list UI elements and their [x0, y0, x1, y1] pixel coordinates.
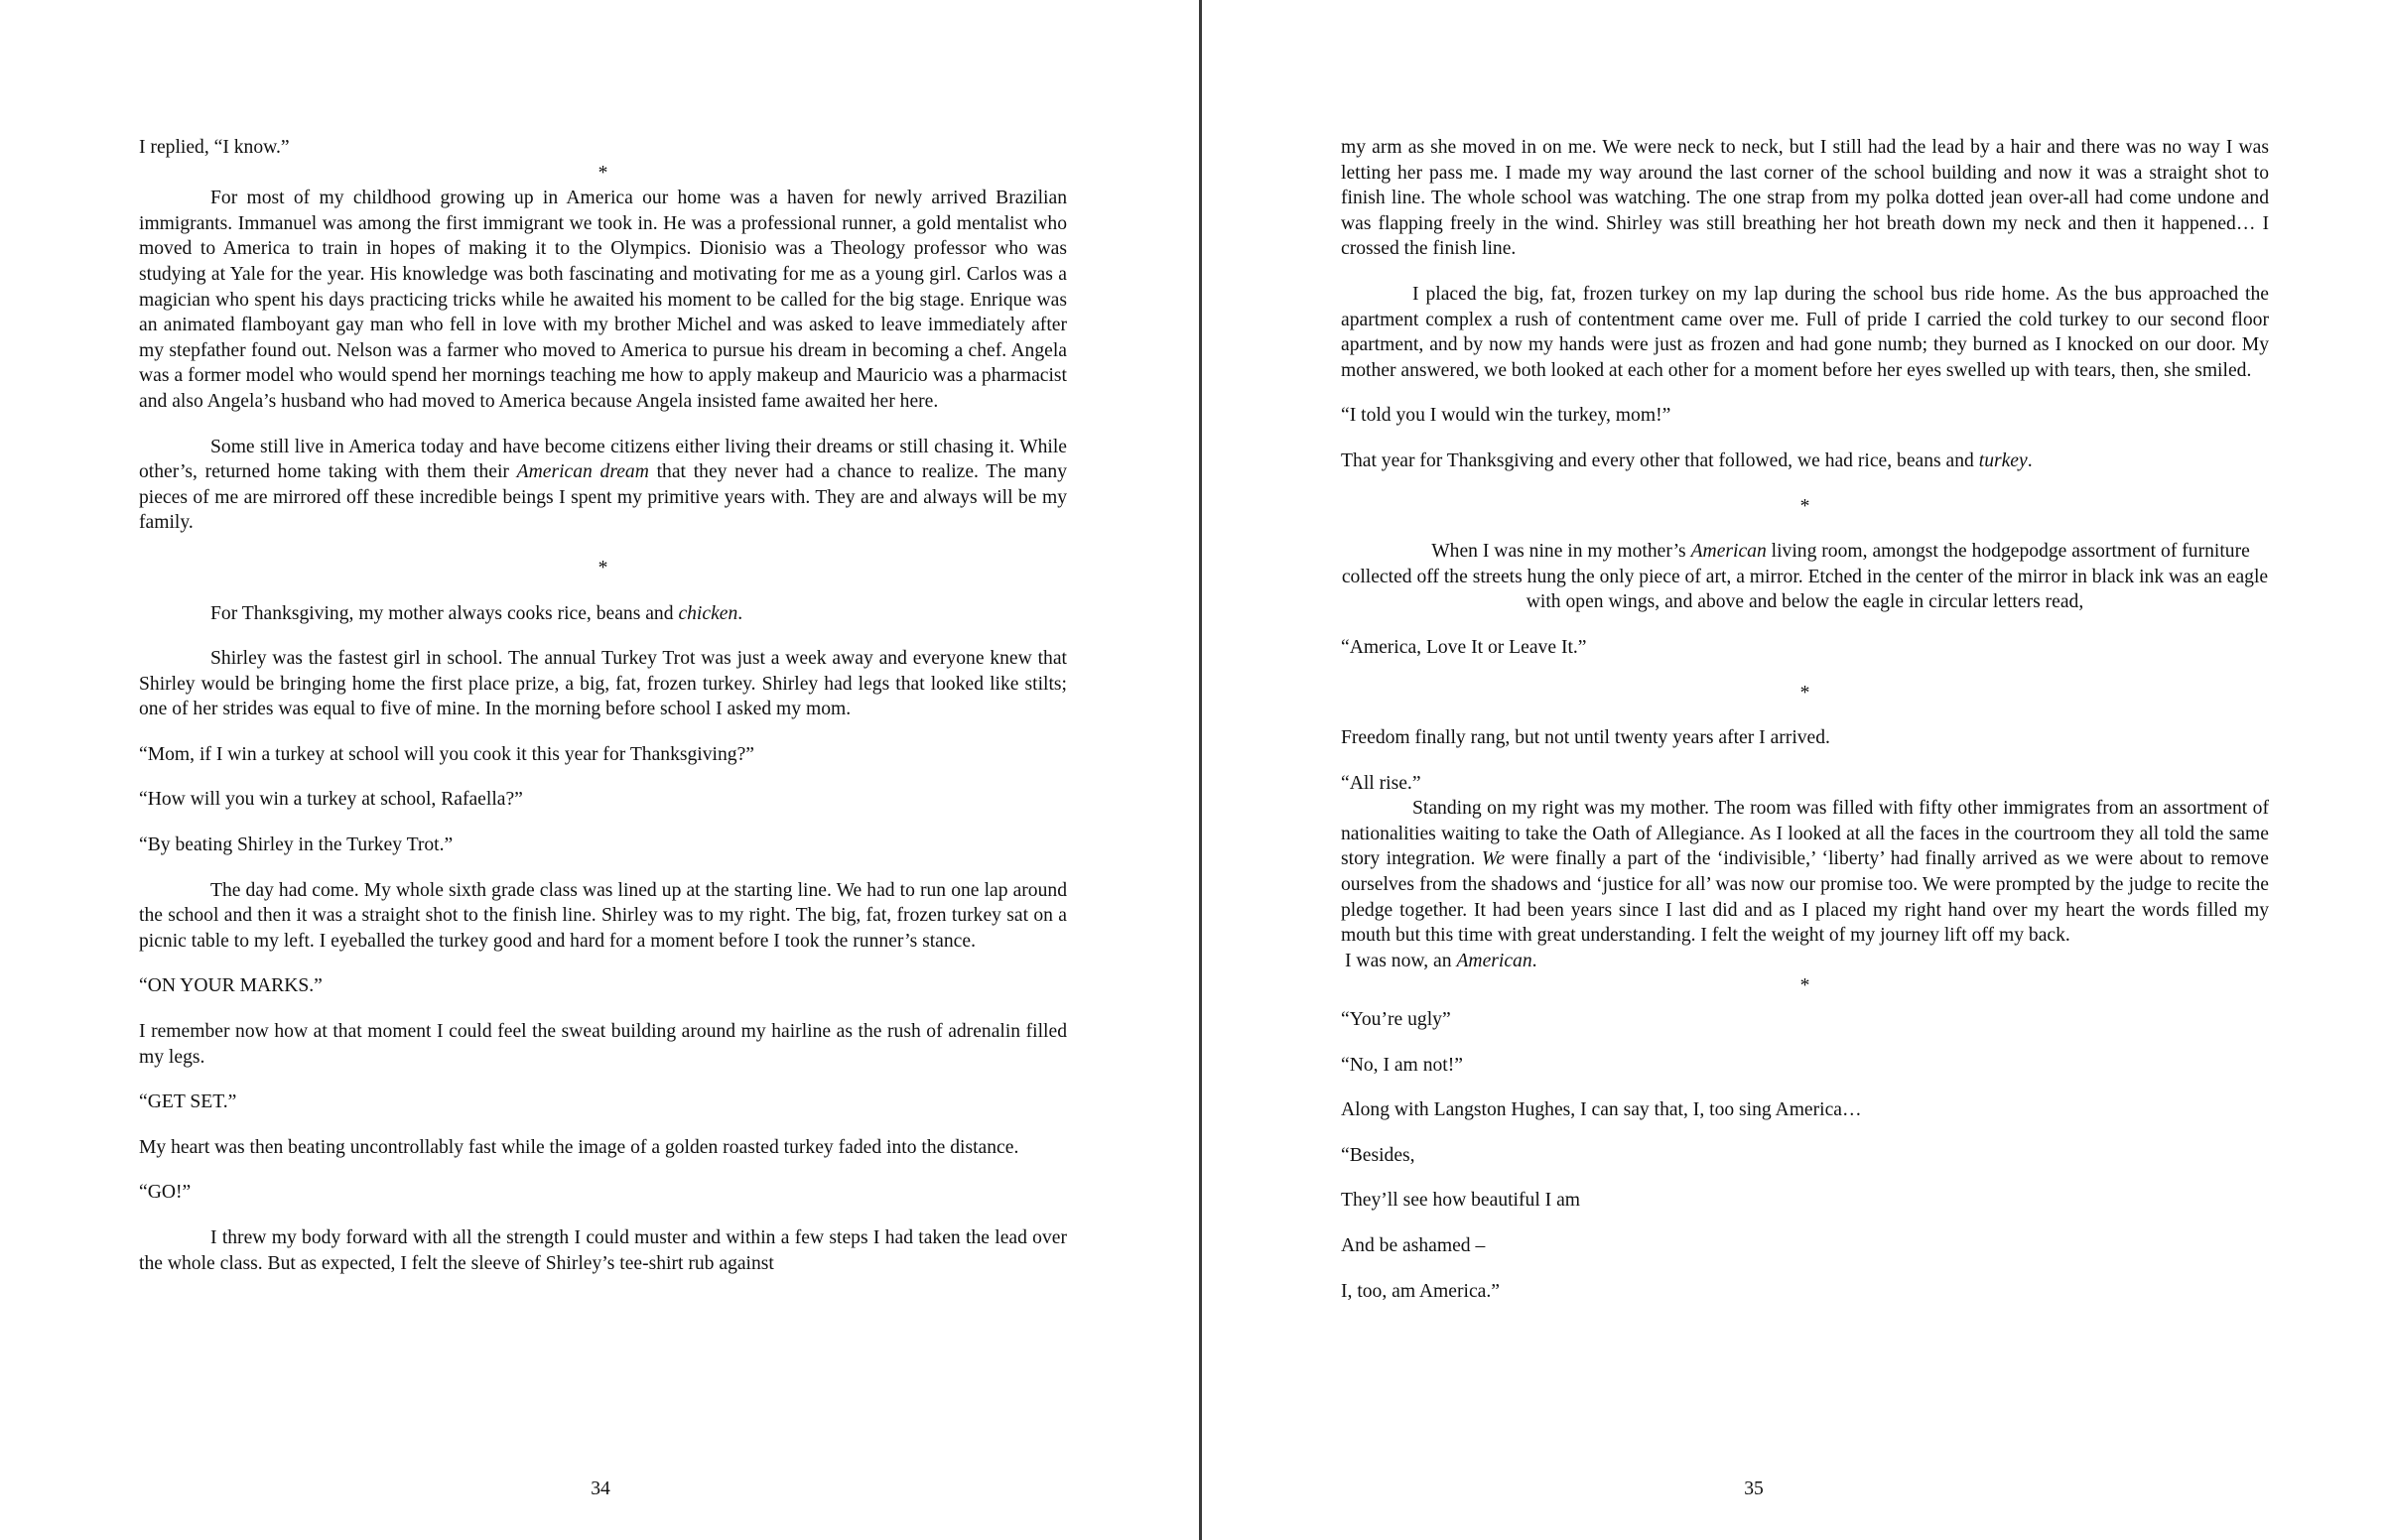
centered-paragraph: When I was nine in my mother’s American living room, amongst the hodgepodge assortment of furniture collected off the streets hung the only piece of art, a mirror. Etched in the center of the mirror in black ink was an eagle with open wings, and above and below the eagle in circular letters read, [1341, 541, 2269, 613]
paragraph: For most of my childhood growing up in America our home was a haven for newly arrived Brazilian immigrants. Immanuel was among the first immigrant we took in. He was a professional runner, a gold mentalist who moved to America to train in hopes of making it to the Olympics. Dionisio was a Theology professor who was studying at Yale for the year. His knowledge was both fascinating and motivating for me as a young girl. Carlos was a magician who spent his days practicing tricks while he awaited his moment to be called for the big stage. Enrique was an animated flamboyant gay man who fell in love with my brother Michel and was asked to leave immediately after my stepfather found out. Nelson was a farmer who moved to America to pursue his dream in becoming a chef. Angela was a former model who would spend her mornings teaching me how to apply makeup and Mauricio was a pharmacist and also Angela’s husband who had moved to America because Angela insisted fame awaited her here. [139, 188, 1067, 412]
paragraph: I was now, an American. [1345, 950, 1537, 971]
page-number: 34 [591, 1478, 610, 1499]
paragraph: Some still live in America today and have become citizens either living their dreams or still chasing it. While other’s, returned home taking with them their American dream that they never had a chance to realize. The many pieces of me are mirrored off these incredible beings I spent my primitive years with. They are and always will be my family. [139, 436, 1067, 534]
paragraph: Standing on my right was my mother. The room was filled with fifty other immigrates from an assortment of nationalities waiting to take the Oath of Allegiance. As I looked at all the faces in the courtroom they all told the same story integration. We were finally a part of the ‘indivisible,’ ‘liberty’ had finally arrived as we were about to remove ourselves from the shadows and ‘justice for all’ was now our promise too. We were prompted by the judge to recite the pledge together. It had been years since I last did and as I placed my right hand over my heart the words filled my mouth but this time with great understanding. I felt the weight of my journey lift off my back. [1341, 798, 2269, 947]
paragraph: I replied, “I know.” [139, 137, 290, 158]
paragraph: Along with Langston Hughes, I can say that, I, too sing America… [1341, 1099, 1862, 1121]
dialogue: “How will you win a turkey at school, Rafaella?” [139, 789, 523, 811]
dialogue: “GO!” [139, 1182, 192, 1204]
poem-line: And be ashamed – [1341, 1235, 1486, 1256]
dialogue: “GET SET.” [139, 1091, 237, 1113]
italic-text: American [1690, 541, 1767, 563]
right-page-text [1341, 135, 2269, 1324]
right-page [1203, 0, 2390, 1540]
dialogue: “You’re ugly” [1341, 1009, 1451, 1031]
paragraph: My heart was then beating uncontrollably fast while the image of a golden roasted turkey faded into the distance. [139, 1136, 1019, 1158]
page-number: 35 [1744, 1478, 1764, 1499]
poem-line: They’ll see how beautiful I am [1341, 1190, 1581, 1212]
section-separator: * [1799, 495, 1810, 517]
section-separator: * [1799, 975, 1810, 997]
paragraph: The day had come. My whole sixth grade class was lined up at the starting line. We had to run one lap around the school and then it was a straight shot to the finish line. Shirley was to my right. The big, fat, frozen turkey sat on a picnic table to my left. I eyeballed the turkey good and hard for a moment before I took the runner’s stance. [139, 879, 1067, 952]
dialogue: “I told you I would win the turkey, mom!” [1341, 405, 1671, 427]
italic-text: American dream [516, 461, 649, 483]
paragraph: I placed the big, fat, frozen turkey on my lap during the school bus ride home. As the bus approached the apartment complex a rush of contentment came over me. Full of pride I carried the cold turkey to our second floor apartment, and by now my hands were just as frozen and had gone numb; they burned as I knocked on our door. My mother answered, we both looked at each other for a moment before her eyes swelled up with tears, then, she smiled. [1341, 283, 2269, 381]
italic-text: turkey [1978, 449, 2028, 471]
italic-text: chicken [678, 602, 738, 624]
section-separator: * [598, 162, 608, 184]
paragraph: For Thanksgiving, my mother always cooks rice, beans and chicken. [210, 602, 743, 624]
left-page-text [139, 135, 1067, 1296]
paragraph: That year for Thanksgiving and every other that followed, we had rice, beans and turkey. [1341, 449, 2033, 471]
italic-text: We [1481, 848, 1506, 870]
paragraph: my arm as she moved in on me. We were neck to neck, but I still had the lead by a hair and there was no way I was letting her pass me. I made my way around the last corner of the school building and now it was a straight shot to finish line. The whole school was watching. The one strap from my polka dotted jean over-all had come undone and was flapping freely in the wind. Shirley was still breathing her hot breath down my neck and then it happened… I crossed the finish line. [1341, 137, 2269, 260]
paragraph: I threw my body forward with all the strength I could muster and within a few steps I had taken the lead over the whole class. But as expected, I felt the sleeve of Shirley’s tee-shirt rub against [139, 1227, 1067, 1274]
section-separator: * [598, 557, 608, 578]
dialogue: “All rise.” [1341, 772, 1421, 794]
dialogue: “Mom, if I win a turkey at school will you cook it this year for Thanksgiving?” [139, 743, 754, 765]
dialogue: “By beating Shirley in the Turkey Trot.” [139, 834, 454, 856]
dialogue: “No, I am not!” [1341, 1054, 1463, 1076]
dialogue: “America, Love It or Leave It.” [1341, 636, 1587, 658]
italic-text: American [1456, 950, 1532, 971]
page-divider [1199, 0, 1202, 1540]
poem-line: I, too, am America.” [1341, 1280, 1500, 1302]
section-separator: * [1799, 682, 1810, 704]
paragraph: I remember now how at that moment I could feel the sweat building around my hairline as the rush of adrenalin filled my legs. [139, 1021, 1067, 1068]
dialogue: “ON YOUR MARKS.” [139, 975, 323, 997]
paragraph: Freedom finally rang, but not until twenty years after I arrived. [1341, 727, 1830, 749]
poem-line: “Besides, [1341, 1144, 1415, 1166]
paragraph: Shirley was the fastest girl in school. The annual Turkey Trot was just a week away and everyone knew that Shirley would be bringing home the first place prize, a big, fat, frozen turkey. Shirley had legs that looked like stilts; one of her strides was equal to five of mine. In the morning before school I asked my mom. [139, 648, 1067, 720]
